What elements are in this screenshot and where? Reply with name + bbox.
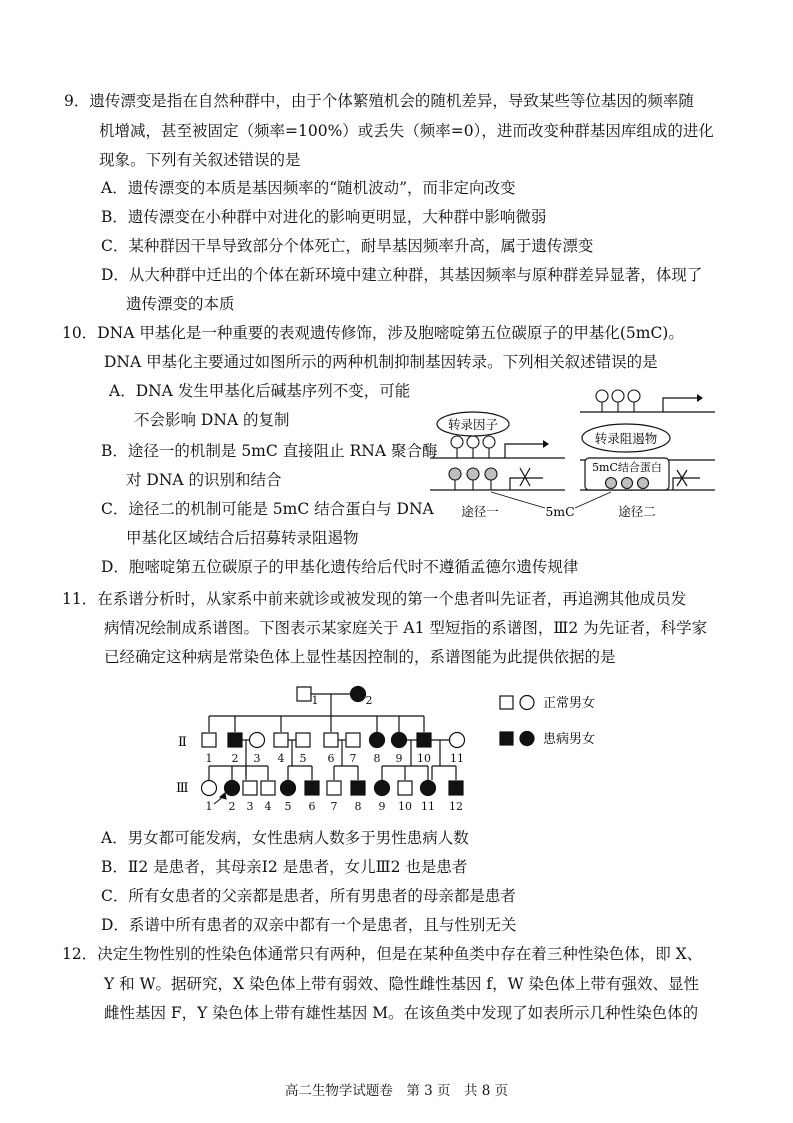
pedigree-ii-9-female: [392, 733, 407, 748]
pedigree-iii-10-male: [398, 781, 412, 795]
pedigree-ii-2-male: [228, 733, 242, 747]
pedigree-ii-10-number: 10: [417, 752, 431, 765]
methyl-mark: [485, 468, 497, 480]
q12-stem-line1: 12．决定生物性别的性染色体通常只有两种，但是在某种鱼类中存在着三种性染色体，即 X、: [62, 945, 703, 963]
repressor-label: 转录阻遏物: [594, 431, 658, 446]
path1-label: 途径一: [461, 504, 499, 519]
q12-stem-line2: Y 和 W。据研究，X 染色体上带有弱效、隐性雌性基因 f，W 染色体上带有强效、显性: [104, 975, 700, 993]
q11-option-a: A．男女都可能发病，女性患病人数多于男性患病人数: [101, 829, 469, 847]
methylation-diagram: [425, 380, 725, 520]
pedigree-iii-8-male: [351, 781, 365, 795]
page-footer: 高二生物学试题卷 第 3 页 共 8 页: [284, 1083, 509, 1099]
q10-option-b-line2: 对 DNA 的识别和结合: [126, 471, 282, 489]
legend-affected-label: 患病男女: [543, 732, 596, 747]
q10-stem-line1: 10．DNA 甲基化是一种重要的表观遗传修饰，涉及胞嘧啶第五位碳原子的甲基化(5mC)。: [62, 324, 684, 342]
q11-stem-line2: 病情况绘制成系谱图。下图表示某家庭关于 A1 型短指的系谱图，Ⅲ2 为先证者，科学家: [104, 619, 708, 637]
pedigree-ii-3-female: [250, 733, 265, 748]
q9-stem-line3: 现象。下列有关叙述错误的是: [99, 151, 301, 169]
pedigree-iii-2-female: [225, 781, 240, 796]
factor-label: 转录因子: [447, 417, 499, 432]
pedigree-i-1-number: 1: [311, 694, 319, 707]
gen-ii-label: Ⅱ: [178, 735, 187, 750]
binding-protein-label: 5mC结合蛋白: [592, 461, 662, 474]
pedigree-iii-12-male: [449, 781, 463, 795]
pedigree-ii-11-female: [450, 733, 465, 748]
pedigree-ii-10-male: [417, 733, 431, 747]
q9-option-c: C．某种群因干旱导致部分个体死亡，耐旱基因频率升高，属于遗传漂变: [101, 237, 594, 255]
pedigree-ii-11-number: 11: [450, 752, 464, 765]
gen-iii-label: Ⅲ: [176, 781, 189, 796]
q11-stem-line1: 11．在系谱分析时，从家系中前来就诊或被发现的第一个患者叫先证者，再追溯其他成员发: [62, 590, 687, 608]
q10-option-a-line1: A．DNA 发生甲基化后碱基序列不变，可能: [109, 382, 411, 400]
q10-option-c-line2: 甲基化区域结合后招募转录阻遏物: [126, 529, 359, 547]
pedigree-ii-2-number: 2: [231, 752, 239, 765]
q10-stem-line2: DNA 甲基化主要通过如图所示的两种机制抑制基因转录。下列相关叙述错误的是: [104, 353, 658, 371]
q10-option-d: D．胞嘧啶第五位碳原子的甲基化遗传给后代时不遵循孟德尔遗传规律: [101, 558, 579, 576]
pedigree-iii-3-number: 3: [246, 800, 254, 810]
pedigree-i-2-number: 2: [365, 694, 373, 707]
pedigree-iii-11-female: [421, 781, 436, 796]
pedigree-i-1-male: [297, 687, 311, 701]
q9-option-d-line2: 遗传漂变的本质: [126, 295, 235, 313]
pedigree-i-2-female: [351, 687, 366, 702]
pedigree-iii-1-number: 1: [205, 800, 213, 810]
pedigree-iii-5-female: [281, 781, 296, 796]
pedigree-iii-4-number: 4: [264, 800, 272, 810]
pedigree-legend: [500, 695, 595, 747]
pedigree-ii-4-male: [274, 733, 288, 747]
pedigree-iii-10-number: 10: [398, 800, 412, 810]
pedigree-iii-4-male: [261, 781, 275, 795]
q11-option-b: B．Ⅱ2 是患者，其母亲Ⅰ2 是患者，女儿Ⅲ2 也是患者: [101, 858, 468, 876]
pedigree-ii-8-number: 8: [373, 752, 381, 765]
q11-option-d: D．系谱中所有患者的双亲中都有一个是患者，且与性别无关: [101, 916, 517, 934]
pedigree-iii-2-number: 2: [228, 800, 236, 810]
q11-stem-line3: 已经确定这种病是常染色体上显性基因控制的，系谱图能为此提供依据的是: [104, 648, 616, 666]
pedigree-iii-6-number: 6: [308, 800, 316, 810]
proband-arrow: [214, 793, 226, 804]
pedigree-iii-11-number: 11: [421, 800, 435, 810]
q11-option-c: C．所有女患者的父亲都是患者，所有男患者的母亲都是患者: [101, 887, 516, 905]
pedigree-ii-9-number: 9: [395, 752, 403, 765]
pedigree-iii-1-female: [202, 781, 217, 796]
pedigree-iii-7-number: 7: [330, 800, 338, 810]
q9-stem-line1: 9．遗传漂变是指在自然种群中，由于个体繁殖机会的随机差异，导致某些等位基因的频率随: [64, 92, 694, 110]
pedigree-iii-12-number: 12: [449, 800, 463, 810]
pedigree-iii-8-number: 8: [354, 800, 362, 810]
pedigree-iii-6-male: [305, 781, 319, 795]
pedigree-ii-7-male: [346, 733, 360, 747]
q9-option-d-line1: D．从大种群中迁出的个体在新环境中建立种群，其基因频率与原种群差异显著，体现了: [101, 266, 703, 284]
pedigree-ii-8-female: [370, 733, 385, 748]
path2-label: 途径二: [618, 504, 656, 519]
pedigree-ii-5-number: 5: [299, 752, 307, 765]
pedigree-iii-9-number: 9: [378, 800, 386, 810]
pedigree-iii-5-number: 5: [284, 800, 292, 810]
pedigree-ii-6-male: [324, 733, 338, 747]
pedigree-ii-3-number: 3: [253, 752, 261, 765]
pedigree-iii-7-male: [327, 781, 341, 795]
q10-option-c-line1: C．途径二的机制可能是 5mC 结合蛋白与 DNA: [101, 500, 434, 518]
q12-stem-line3: 雌性基因 F，Y 染色体上带有雄性基因 M。在该鱼类中发现了如表所示几种性染色体的: [104, 1004, 699, 1022]
pedigree-ii-7-number: 7: [349, 752, 357, 765]
pedigree-chart: [170, 680, 650, 810]
q9-option-b: B．遗传漂变在小种群中对进化的影响更明显，大种群中影响微弱: [101, 208, 547, 226]
methyl-mark: [467, 468, 479, 480]
q10-option-a-line2: 不会影响 DNA 的复制: [134, 411, 290, 429]
methyl-mark: [449, 468, 461, 480]
pedigree-ii-4-number: 4: [277, 752, 285, 765]
pedigree-ii-1-number: 1: [205, 752, 213, 765]
pedigree-ii-6-number: 6: [327, 752, 335, 765]
q9-option-a: A．遗传漂变的本质是基因频率的“随机波动”，而非定向改变: [101, 179, 516, 197]
pedigree-ii-5-male: [296, 733, 310, 747]
pedigree-ii-1-male: [202, 733, 216, 747]
q9-stem-line2: 机增减，甚至被固定（频率=100%）或丢失（频率=0），进而改变种群基因库组成的进化: [99, 122, 714, 140]
q10-option-b-line1: B．途径一的机制是 5mC 直接阻止 RNA 聚合酶: [101, 442, 438, 460]
mc-label: 5mC: [545, 504, 575, 519]
legend-normal-label: 正常男女: [543, 696, 596, 711]
pedigree-iii-3-male: [243, 781, 257, 795]
pedigree-iii-9-female: [375, 781, 390, 796]
